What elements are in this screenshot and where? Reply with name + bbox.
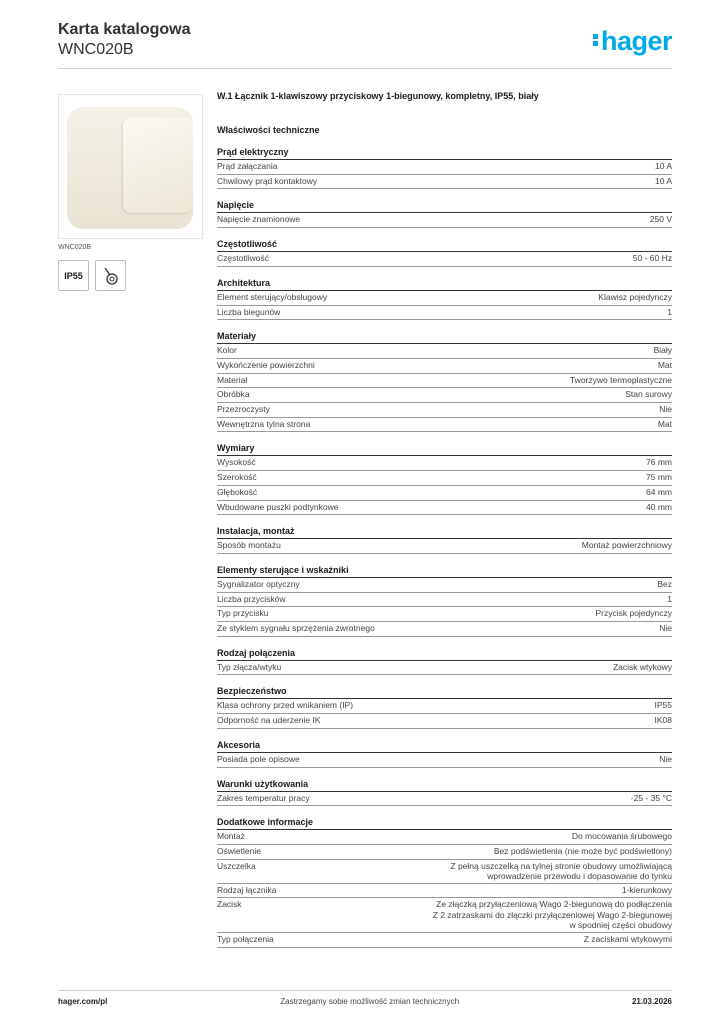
page-footer	[58, 997, 672, 1006]
spec-row	[217, 344, 672, 359]
spec-row	[217, 699, 672, 714]
spec-label: Montaż	[217, 831, 245, 842]
spec-group-title: Architektura	[217, 278, 672, 291]
spec-value: Klawisz pojedynczy	[598, 291, 672, 302]
spec-group-title: Dodatkowe informacje	[217, 817, 672, 830]
spec-value: Stan surowy	[625, 389, 672, 400]
spec-value: 10 A	[654, 161, 672, 171]
spec-row	[217, 175, 672, 190]
spec-row	[217, 714, 672, 729]
spec-row	[217, 388, 672, 403]
spec-group-title: Napięcie	[217, 200, 672, 213]
spec-row	[217, 607, 672, 622]
spec-value: 250 V	[649, 214, 672, 225]
spec-row	[217, 213, 672, 228]
spec-row	[217, 291, 672, 306]
footer-divider	[58, 990, 672, 991]
spec-value: 50 - 60 Hz	[632, 253, 672, 264]
spec-value: Z pełną uszczelką na tylnej stronie obudowy umożliwiającą wprowadzenie przewodu i dopasowanie do tynku	[450, 860, 672, 882]
spec-value: Nie	[659, 753, 672, 764]
spec-row	[217, 578, 672, 593]
spec-value: Montaż powierzchniowy	[581, 540, 672, 551]
spec-groups	[217, 147, 672, 948]
spec-content	[217, 91, 672, 948]
image-caption: WNC020B	[58, 244, 92, 251]
spec-row	[217, 306, 672, 321]
spec-row	[217, 403, 672, 418]
spec-label: Przezroczysty	[217, 404, 270, 415]
spec-label: Liczba przycisków	[217, 593, 286, 604]
spec-row	[217, 418, 672, 433]
spec-row	[217, 252, 672, 267]
switch-rocker	[123, 117, 193, 213]
spec-value: Z zaciskami wtykowymi	[583, 933, 672, 944]
spec-label: Rodzaj łącznika	[217, 884, 277, 895]
spec-row	[217, 845, 672, 860]
spec-row	[217, 884, 672, 899]
spec-value: 76 mm	[646, 457, 672, 468]
spec-label: Chwilowy prąd kontaktowy	[217, 175, 318, 186]
footer-website: hager.com/pl	[58, 997, 108, 1006]
page-header	[58, 20, 190, 60]
spec-value: IK08	[654, 715, 672, 726]
spec-value: 1-kierunkowy	[621, 884, 672, 895]
spec-group-title: Akcesoria	[217, 740, 672, 753]
spec-row	[217, 898, 672, 933]
spec-row	[217, 160, 672, 175]
spec-value: Mat	[657, 359, 672, 370]
spec-label: Częstotliwość	[217, 253, 269, 264]
spec-row	[217, 374, 672, 389]
spec-value: Nie	[659, 623, 672, 634]
spec-value: Mat	[657, 418, 672, 429]
spec-row	[217, 661, 672, 676]
product-title: W.1 Łącznik 1-klawiszowy przyciskowy 1-biegunowy, kompletny, IP55, biały	[217, 91, 539, 101]
spec-label: Typ złącza/wtyku	[217, 661, 282, 672]
ip55-badge: IP55	[58, 260, 89, 291]
hager-logo	[593, 26, 672, 57]
spec-label: Materiał	[217, 374, 248, 385]
rotate-knob-icon	[95, 260, 126, 291]
spec-row	[217, 830, 672, 845]
spec-label: Typ połączenia	[217, 933, 274, 944]
spec-value: 40 mm	[646, 501, 672, 512]
spec-group-title: Prąd elektryczny	[217, 147, 672, 160]
spec-label: Sposób montażu	[217, 540, 281, 551]
spec-value: Nie	[659, 404, 672, 415]
spec-label: Posiada pole opisowe	[217, 753, 300, 764]
spec-group-title: Materiały	[217, 331, 672, 344]
spec-label: Wysokość	[217, 457, 256, 468]
spec-label: Wbudowane puszki podtynkowe	[217, 501, 339, 512]
spec-value: 75 mm	[646, 472, 672, 483]
footer-disclaimer: Zastrzegamy sobie możliwość zmian technicznych	[280, 997, 460, 1006]
spec-label: Oświetlenie	[217, 845, 261, 856]
spec-value: -25 - 35 °C	[630, 792, 672, 803]
spec-value: Zacisk wtykowy	[612, 661, 672, 672]
spec-label: Głębokość	[217, 486, 258, 497]
footer-date: 21.03.2026	[631, 997, 672, 1006]
spec-group-title: Elementy sterujące i wskaźniki	[217, 565, 672, 578]
spec-group-title: Bezpieczeństwo	[217, 686, 672, 699]
spec-row	[217, 456, 672, 471]
spec-value: 1	[667, 593, 672, 604]
spec-group-title: Wymiary	[217, 443, 672, 456]
spec-group-title: Rodzaj połączenia	[217, 648, 672, 661]
header-divider	[58, 68, 672, 69]
spec-row	[217, 753, 672, 768]
spec-label: Sygnalizator optyczny	[217, 578, 300, 589]
spec-label: Kolor	[217, 345, 237, 356]
spec-value: Ze złączką przyłączeniową Wago 2-biegunową do podłączenia Z 2 zatrzaskami do złączki przyłączeniowej Wago 2-biegunowej w spodniej części obudowy	[432, 899, 672, 931]
spec-row	[217, 860, 672, 884]
spec-value: Biały	[653, 345, 672, 356]
spec-group-title: Warunki użytkowania	[217, 779, 672, 792]
spec-label: Obróbka	[217, 389, 250, 400]
spec-row	[217, 501, 672, 516]
spec-label: Ze stykiem sygnału sprzężenia zwrotnego	[217, 623, 375, 634]
spec-label: Odporność na uderzenie IK	[217, 715, 321, 726]
spec-row	[217, 593, 672, 608]
spec-row	[217, 486, 672, 501]
spec-value: Tworzywo termoplastyczne	[569, 374, 672, 385]
spec-label: Zacisk	[217, 899, 242, 910]
logo-dots-icon	[593, 32, 598, 48]
spec-value: 64 mm	[646, 486, 672, 497]
spec-value: 1	[667, 306, 672, 317]
spec-group-title: Instalacja, montaż	[217, 526, 672, 539]
spec-label: Uszczelka	[217, 860, 256, 871]
section-title: Właściwości techniczne	[217, 125, 320, 135]
spec-label: Klasa ochrony przed wnikaniem (IP)	[217, 700, 354, 711]
spec-group-title: Częstotliwość	[217, 239, 672, 252]
spec-label: Liczba biegunów	[217, 306, 281, 317]
spec-label: Typ przycisku	[217, 608, 269, 619]
product-image	[58, 94, 203, 239]
spec-value: IP55	[654, 700, 672, 711]
spec-row	[217, 359, 672, 374]
logo-text: hager	[600, 26, 672, 56]
spec-value: Bez podświetlenia (nie może być podświetlony)	[493, 845, 672, 856]
spec-label: Wykończenie powierzchni	[217, 359, 315, 370]
spec-label: Wewnętrzna tylna strona	[217, 418, 311, 429]
spec-label: Prąd załączania	[217, 161, 278, 171]
spec-value: Do mocowania śrubowego	[571, 831, 672, 842]
spec-row	[217, 471, 672, 486]
spec-label: Szerokość	[217, 472, 257, 483]
spec-label: Element sterujący/obsługowy	[217, 291, 328, 302]
product-code: WNC020B	[58, 41, 134, 58]
spec-row	[217, 539, 672, 554]
spec-row	[217, 622, 672, 637]
spec-row	[217, 792, 672, 807]
spec-label: Zakres temperatur pracy	[217, 792, 310, 803]
spec-value: Przycisk pojedynczy	[595, 608, 672, 619]
spec-value: Bez	[657, 578, 672, 589]
page-title: Karta katalogowa	[58, 21, 191, 38]
spec-label: Napięcie znamionowe	[217, 214, 301, 225]
feature-badges	[58, 260, 203, 291]
spec-row	[217, 933, 672, 948]
spec-value: 10 A	[654, 175, 672, 186]
product-sidebar	[58, 94, 203, 291]
